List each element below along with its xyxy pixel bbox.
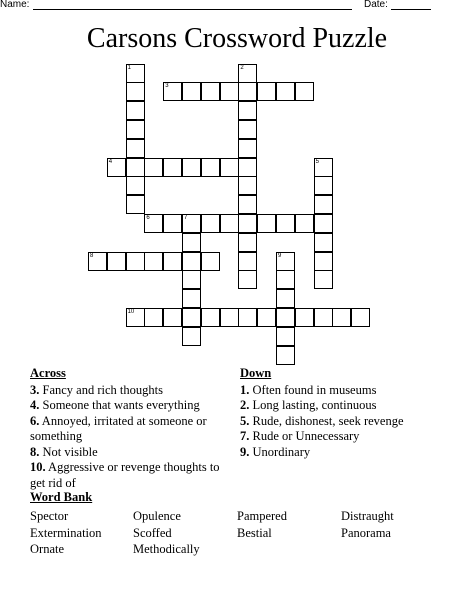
grid-cell[interactable] <box>314 270 333 289</box>
grid-cell[interactable] <box>220 308 239 327</box>
clue-text: Someone that wants everything <box>39 398 200 412</box>
grid-cell[interactable] <box>144 252 163 271</box>
clue-number: 5 <box>315 158 319 165</box>
grid-cell[interactable] <box>144 158 163 177</box>
date-label: Date: <box>364 0 388 10</box>
clue-number: 9. <box>240 444 250 459</box>
across-clues <box>30 366 230 491</box>
grid-cell[interactable] <box>276 82 295 101</box>
grid-cell[interactable] <box>126 158 145 177</box>
grid-cell[interactable] <box>201 82 220 101</box>
clue-text: Long lasting, continuous <box>249 398 377 412</box>
grid-cell[interactable] <box>163 82 182 101</box>
grid-cell[interactable] <box>295 214 314 233</box>
grid-cell[interactable] <box>182 252 201 271</box>
clue-number: 2 <box>240 64 244 71</box>
clue-number: 8. <box>30 444 40 459</box>
grid-cell[interactable] <box>276 289 295 308</box>
grid-cell[interactable] <box>144 214 163 233</box>
grid-cell[interactable] <box>201 158 220 177</box>
clue-number: 7. <box>240 429 250 443</box>
grid-cell[interactable] <box>238 270 257 289</box>
grid-cell[interactable] <box>163 252 182 271</box>
clue-number: 9 <box>278 252 282 259</box>
grid-cell[interactable] <box>276 308 295 327</box>
clue-number: 4. <box>30 398 40 412</box>
grid-cell[interactable] <box>126 308 145 327</box>
grid-cell[interactable] <box>220 158 239 177</box>
grid-cell[interactable] <box>126 120 145 139</box>
clue-number: 3. <box>30 382 40 397</box>
word-bank-word: Scoffed <box>133 525 172 540</box>
grid-cell[interactable] <box>126 82 145 101</box>
word-bank-word: Panorama <box>341 525 391 540</box>
grid-cell[interactable] <box>126 101 145 120</box>
grid-cell[interactable] <box>238 214 257 233</box>
grid-cell[interactable] <box>276 214 295 233</box>
grid-cell[interactable] <box>182 327 201 346</box>
down-heading: Down <box>240 366 272 380</box>
grid-cell[interactable] <box>314 176 333 195</box>
grid-cell[interactable] <box>126 139 145 158</box>
grid-cell[interactable] <box>238 252 257 271</box>
grid-cell[interactable] <box>163 158 182 177</box>
down-clue <box>240 383 440 399</box>
grid-cell[interactable] <box>238 176 257 195</box>
grid-cell[interactable] <box>88 252 107 271</box>
clue-text: Aggressive or revenge thoughts to get rid of <box>30 460 220 490</box>
grid-cell[interactable] <box>182 158 201 177</box>
grid-cell[interactable] <box>182 214 201 233</box>
grid-cell[interactable] <box>257 308 276 327</box>
grid-cell[interactable] <box>238 233 257 252</box>
word-bank-word: Extermination <box>30 525 102 540</box>
grid-cell[interactable] <box>126 64 145 83</box>
grid-cell[interactable] <box>126 195 145 214</box>
grid-cell[interactable] <box>201 308 220 327</box>
grid-cell[interactable] <box>107 158 126 177</box>
grid-cell[interactable] <box>126 176 145 195</box>
grid-cell[interactable] <box>126 252 145 271</box>
name-label: Name: <box>0 0 30 10</box>
grid-cell[interactable] <box>238 101 257 120</box>
grid-cell[interactable] <box>144 308 163 327</box>
clue-number: 1. <box>240 382 250 397</box>
clue-number: 10. <box>30 460 46 474</box>
grid-cell[interactable] <box>276 346 295 365</box>
clue-text: Annoyed, irritated at someone or something <box>30 413 207 443</box>
grid-cell[interactable] <box>201 252 220 271</box>
grid-cell[interactable] <box>332 308 351 327</box>
down-clue <box>240 414 440 430</box>
grid-cell[interactable] <box>182 308 201 327</box>
grid-cell[interactable] <box>314 233 333 252</box>
clue-number: 10 <box>127 308 135 315</box>
grid-cell[interactable] <box>314 308 333 327</box>
grid-cell[interactable] <box>295 82 314 101</box>
clue-number: 6. <box>30 413 40 428</box>
grid-cell[interactable] <box>238 139 257 158</box>
across-clue <box>30 445 230 461</box>
word-bank-word: Spector <box>30 509 69 523</box>
across-clue <box>30 398 230 414</box>
grid-cell[interactable] <box>314 214 333 233</box>
grid-cell[interactable] <box>163 308 182 327</box>
across-clue <box>30 414 230 445</box>
across-clue <box>30 383 230 399</box>
clue-text: Often found in museums <box>249 382 377 397</box>
clue-text: Fancy and rich thoughts <box>39 382 163 397</box>
word-bank-word: Ornate <box>30 542 65 556</box>
grid-cell[interactable] <box>238 82 257 101</box>
down-clue <box>240 429 440 445</box>
grid-cell[interactable] <box>238 64 257 83</box>
grid-cell[interactable] <box>182 82 201 101</box>
grid-cell[interactable] <box>257 82 276 101</box>
across-clue <box>30 460 230 491</box>
grid-cell[interactable] <box>295 308 314 327</box>
grid-cell[interactable] <box>257 214 276 233</box>
grid-cell[interactable] <box>238 308 257 327</box>
clue-text: Not visible <box>39 444 98 459</box>
clue-number: 5. <box>240 413 250 428</box>
word-bank-word: Distraught <box>341 509 394 523</box>
word-bank-word: Pampered <box>237 509 287 523</box>
clue-number: 1 <box>127 64 131 71</box>
clue-number: 4 <box>108 158 113 165</box>
down-clues <box>240 366 440 460</box>
grid-cell[interactable] <box>238 195 257 214</box>
grid-cell[interactable] <box>182 270 201 289</box>
grid-cell[interactable] <box>163 214 182 233</box>
down-clue <box>240 398 440 414</box>
grid-cell[interactable] <box>314 252 333 271</box>
word-bank-word: Methodically <box>133 542 200 556</box>
word-bank-title: Word Bank <box>30 490 93 504</box>
word-bank-word: Opulence <box>133 509 181 523</box>
across-heading: Across <box>30 366 66 380</box>
grid-cell[interactable] <box>314 158 333 177</box>
clue-number: 6 <box>146 214 150 221</box>
grid-cell[interactable] <box>182 233 201 252</box>
clue-text: Unordinary <box>249 444 311 459</box>
page-title: Carsons Crossword Puzzle <box>86 23 388 54</box>
clue-number: 7 <box>184 214 188 221</box>
down-clue <box>240 445 440 461</box>
grid-cell[interactable] <box>314 195 333 214</box>
word-bank-word: Bestial <box>237 525 272 540</box>
clue-text: Rude, dishonest, seek revenge <box>249 413 404 428</box>
grid-cell[interactable] <box>351 308 370 327</box>
clue-number: 2. <box>240 398 250 412</box>
grid-cell[interactable] <box>182 289 201 308</box>
clue-number: 3 <box>165 83 169 90</box>
grid-cell[interactable] <box>107 252 126 271</box>
grid-cell[interactable] <box>220 214 239 233</box>
grid-cell[interactable] <box>220 82 239 101</box>
grid-cell[interactable] <box>276 252 295 271</box>
grid-cell[interactable] <box>201 214 220 233</box>
clue-number: 8 <box>90 252 94 259</box>
grid-cell[interactable] <box>238 120 257 139</box>
grid-cell[interactable] <box>238 158 257 177</box>
grid-cell[interactable] <box>276 327 295 346</box>
clue-text: Rude or Unnecessary <box>249 429 360 443</box>
grid-cell[interactable] <box>276 270 295 289</box>
